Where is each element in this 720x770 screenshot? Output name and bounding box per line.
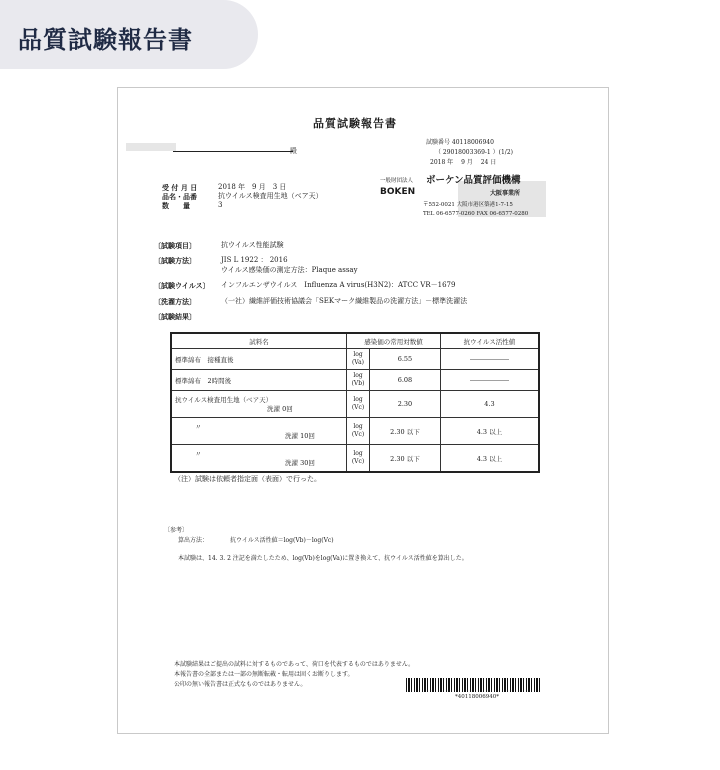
document-title: 品質試験報告書 [313, 117, 397, 130]
table-row [171, 445, 539, 473]
table-row [171, 418, 539, 445]
virus-label: 〔試験ウイルス〕 [154, 281, 210, 290]
activity-value: 4.3 以上 [440, 445, 539, 473]
header-log: 感染価の常用対数値 [347, 333, 441, 349]
report-sub-number: （ 29018003369-1 ）(1/2) [435, 149, 513, 156]
results-label: 〔試験結果〕 [154, 312, 196, 321]
barcode [406, 678, 541, 692]
quantity-label: 数 量 [162, 201, 190, 210]
office-name: 大阪事業所 [490, 190, 521, 197]
table-row [171, 391, 539, 418]
received-value: 2018 年 9 月 3 日 [218, 183, 287, 191]
report-number: 試験番号 40118006940 [426, 139, 494, 146]
log-value: 6.55 [370, 349, 441, 370]
header-activity: 抗ウイルス活性値 [440, 333, 539, 349]
activity-value: 4.3 [440, 391, 539, 418]
log-label: log (Va) [347, 349, 370, 370]
results-table [170, 332, 540, 473]
org-logo: BOKEN [380, 187, 416, 197]
activity-value: 4.3 以上 [440, 418, 539, 445]
header-tab [0, 0, 258, 69]
log-label: log (Vc) [347, 391, 370, 418]
calc-note: 本試験は、14. 3. 2 注記を満たしたため、log(Vb)をlog(Va)に置き換えて、抗ウイルス活性値を算出した。 [178, 555, 468, 562]
method-label: 〔試験方法〕 [154, 256, 196, 265]
test-item-value: 抗ウイルス性能試験 [221, 241, 284, 249]
sample-name: 標準綿布 接種直後 [171, 349, 347, 370]
footer-note-1: 本試験結果はご提出の試料に対するものであって、荷口を代表するものではありません。 [174, 661, 415, 668]
test-item-label: 〔試験項目〕 [154, 241, 196, 250]
log-label: log (Vb) [347, 370, 370, 391]
calc-formula: 抗ウイルス活性値＝log(Vb)－log(Vc) [230, 537, 334, 544]
activity-value: ―――――― [440, 370, 539, 391]
sample-name: 抗ウイルス検査用生地（ベア天） 洗濯 0回 [171, 391, 347, 418]
table-note: （注）試験は依頼者指定面（表面）で行った。 [174, 475, 321, 483]
issue-date: 2018 年 9 月 24 日 [430, 159, 497, 166]
log-value: 6.08 [370, 370, 441, 391]
org-name: ボーケン品質評価機構 [426, 175, 521, 186]
log-label: log (Vc) [347, 445, 370, 473]
calc-method-label: 算出方法： [178, 537, 209, 544]
header-sample: 試料名 [171, 333, 347, 349]
log-value: 2.30 以下 [370, 418, 441, 445]
method-value-2: ウイルス感染価の測定方法：Plaque assay [221, 266, 358, 274]
quantity-value: 3 [218, 201, 223, 209]
wash-label: 〔洗濯方法〕 [154, 297, 196, 306]
footer-note-3: 公印の無い報告書は正式なものではありません。 [174, 681, 307, 688]
reference-label: 〔参考〕 [164, 527, 189, 534]
product-label: 品名・品番 [162, 192, 197, 201]
wash-value: （一社）繊維評価技術協議会「SEKマーク繊維製品の洗濯方法」－標準洗濯法 [221, 297, 468, 305]
virus-value: インフルエンザウイルス Influenza A virus(H3N2)：ATCC VR－1679 [221, 281, 456, 289]
org-tel: TEL 06-6577-0260 FAX 06-6577-0280 [423, 211, 529, 217]
log-value: 2.30 [370, 391, 441, 418]
addressee-line [173, 151, 293, 152]
table-row [171, 370, 539, 391]
redacted-name-area [126, 143, 176, 151]
activity-value: ―――――― [440, 349, 539, 370]
received-label: 受 付 月 日 [162, 183, 198, 192]
product-value: 抗ウイルス検査用生地（ベア天） [218, 192, 323, 200]
footer-note-2: 本報告書の全部または一部の無断転載・転用は固くお断りします。 [174, 671, 354, 678]
log-value: 2.30 以下 [370, 445, 441, 473]
report-document [117, 87, 609, 734]
org-address: 〒552-0021 大阪市港区築港1-7-15 [423, 202, 513, 208]
table-row [171, 349, 539, 370]
table-header-row [171, 333, 539, 349]
sample-name: 標準綿布 2時間後 [171, 370, 347, 391]
log-label: log (Vc) [347, 418, 370, 445]
barcode-text: *40118006940* [455, 694, 499, 700]
sample-name: 〃 洗濯 10回 [171, 418, 347, 445]
org-type: 一般財団法人 [380, 178, 414, 184]
addressee-suffix: 殿 [290, 147, 297, 155]
method-value: JIS L 1922 ： 2016 [221, 256, 288, 264]
header-title: 品質試験報告書 [18, 26, 193, 54]
sample-name: 〃 洗濯 30回 [171, 445, 347, 473]
